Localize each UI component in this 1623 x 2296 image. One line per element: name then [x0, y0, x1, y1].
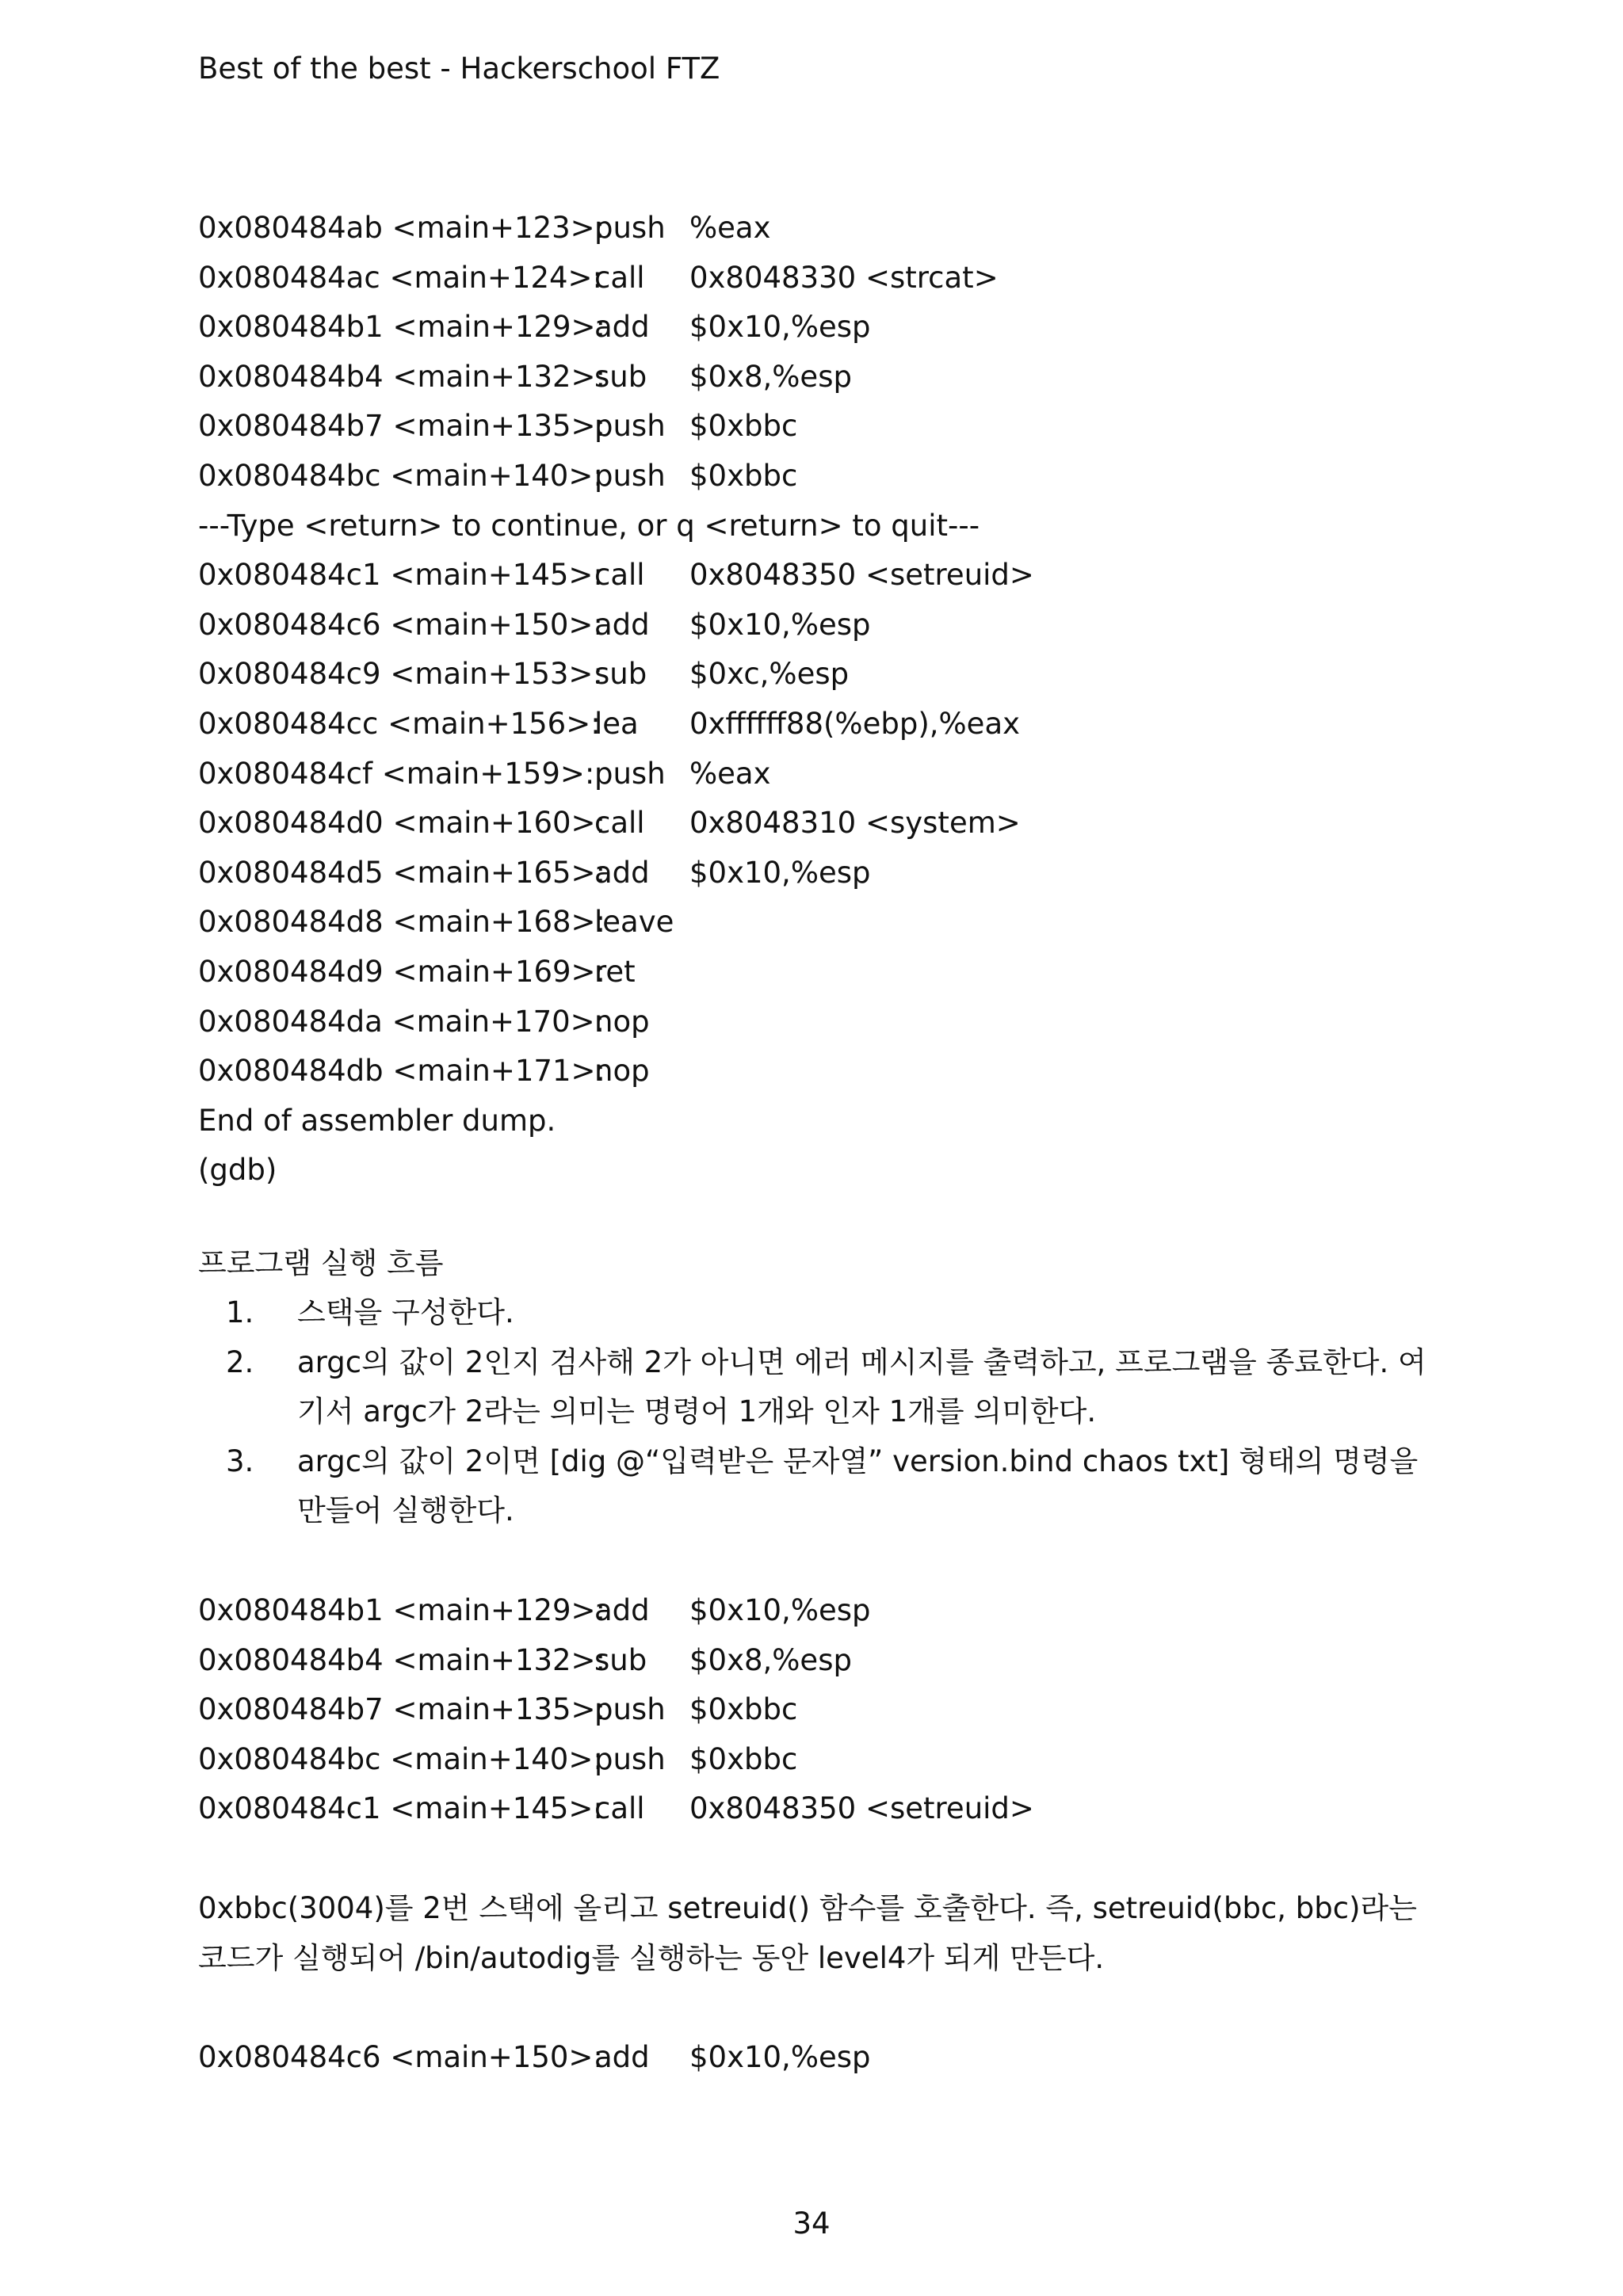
- asm-instr: call: [594, 260, 645, 295]
- flow-step-text: argc의 값이 2인지 검사해 2가 아니면 에러 메시지를 출력하고, 프로그램을 종료한다. 여기서 argc가 2라는 의미는 명령어 1개와 인자 1개를 의미한다.: [297, 1344, 1426, 1429]
- asm-line: [198, 948, 980, 997]
- asm-op: $0x10,%esp: [689, 855, 871, 890]
- asm-instr: push: [594, 1692, 666, 1727]
- asm-instr: add: [594, 2040, 650, 2074]
- page-number: 34: [792, 2206, 831, 2241]
- asm-line: [198, 650, 980, 700]
- asm-line: [198, 700, 1021, 749]
- asm-instr: push: [594, 211, 666, 245]
- asm-addr: 0x080484b1 <main+129>:: [198, 1593, 606, 1627]
- asm-instr: add: [594, 310, 650, 345]
- asm-addr: 0x080484b1 <main+129>:: [198, 310, 606, 345]
- flow-step-number: 3.: [226, 1444, 254, 1478]
- asm-addr: 0x080484c1 <main+145>:: [198, 1791, 603, 1826]
- asm-line: [198, 997, 980, 1047]
- asm-instr: call: [594, 1791, 645, 1826]
- asm-instr: sub: [594, 359, 647, 394]
- flow-step-text: argc의 값이 2이면 [dig @“입력받은 문자열” version.bind chaos txt] 형태의 명령을 만들어 실행한다.: [297, 1444, 1419, 1528]
- asm-instr: add: [594, 855, 650, 890]
- asm-op: 0x8048310 <system>: [689, 806, 1021, 841]
- asm-line: [198, 799, 1021, 849]
- asm-addr: 0x080484b7 <main+135>:: [198, 1692, 606, 1727]
- asm-line: [198, 502, 980, 551]
- asm-op: 0x8048330 <strcat>: [689, 260, 999, 295]
- flow-step: [198, 1437, 1434, 1536]
- asm-op: %eax: [689, 211, 771, 245]
- asm-addr: 0x080484d0 <main+160>:: [198, 806, 606, 841]
- asm-instr: add: [594, 607, 650, 642]
- asm-op: $0xbbc: [689, 1741, 798, 1776]
- asm-addr: 0x080484ac <main+124>:: [198, 260, 602, 295]
- asm-line: [198, 402, 980, 452]
- asm-instr: ret: [594, 954, 636, 989]
- flow-step: [198, 1288, 1434, 1338]
- asm-instr: sub: [594, 657, 647, 692]
- asm-op: $0x8,%esp: [689, 359, 852, 394]
- asm-instr: call: [594, 558, 645, 593]
- flow-step: [198, 1338, 1434, 1437]
- asm-line: [198, 204, 980, 254]
- assembler-dump-1: [198, 204, 1034, 1196]
- asm-op: %eax: [689, 756, 771, 791]
- asm-instr: nop: [594, 1004, 650, 1039]
- asm-line: [198, 452, 980, 502]
- asm-addr: 0x080484cc <main+156>:: [198, 706, 601, 741]
- flow-step-number: 2.: [226, 1344, 254, 1379]
- page-header: Best of the best - Hackerschool FTZ: [198, 51, 720, 86]
- asm-text: End of assembler dump.: [198, 1103, 556, 1138]
- asm-addr: 0x080484d8 <main+168>:: [198, 905, 606, 940]
- asm-line: [198, 254, 999, 303]
- asm-addr: 0x080484c1 <main+145>:: [198, 558, 603, 593]
- asm-line: [198, 1047, 980, 1097]
- asm-addr: 0x080484b4 <main+132>:: [198, 1642, 606, 1677]
- flow-step-text: 스택을 구성한다.: [297, 1295, 514, 1329]
- asm-op: $0xc,%esp: [689, 657, 850, 692]
- asm-op: $0xbbc: [689, 1692, 798, 1727]
- section-title: 프로그램 실행 흐름: [198, 1246, 444, 1280]
- execution-flow-list: [198, 1288, 1434, 1536]
- asm-addr: 0x080484d9 <main+169>:: [198, 954, 606, 989]
- asm-instr: push: [594, 1741, 666, 1776]
- asm-instr: push: [594, 458, 666, 493]
- asm-addr: 0x080484bc <main+140>:: [198, 458, 603, 493]
- asm-addr: 0x080484b4 <main+132>:: [198, 359, 606, 394]
- asm-op: $0x10,%esp: [689, 607, 871, 642]
- asm-op: $0xbbc: [689, 458, 798, 493]
- asm-addr: 0x080484b7 <main+135>:: [198, 409, 606, 444]
- asm-addr: 0x080484c9 <main+153>:: [198, 657, 603, 692]
- asm-text: ---Type <return> to continue, or q <return> to quit---: [198, 508, 980, 543]
- asm-addr: 0x080484c6 <main+150>:: [198, 2040, 603, 2074]
- explanation-paragraph: 0xbbc(3004)를 2번 스택에 올리고 setreuid() 함수를 호출한다. 즉, setreuid(bbc, bbc)라는 코드가 실행되어 /bin/autodig를 실행하는 동안 level4가 되게 만든다.: [198, 1891, 1418, 1975]
- asm-line: [198, 1146, 980, 1196]
- asm-line: [198, 898, 980, 948]
- asm-instr: sub: [594, 1642, 647, 1677]
- asm-op: $0x10,%esp: [689, 2040, 871, 2074]
- asm-line: [198, 1097, 980, 1146]
- asm-op: 0x8048350 <setreuid>: [689, 558, 1034, 593]
- asm-instr: add: [594, 1593, 650, 1627]
- asm-addr: 0x080484cf <main+159>:: [198, 756, 595, 791]
- asm-line: [198, 303, 980, 353]
- asm-op: $0x10,%esp: [689, 1593, 871, 1627]
- asm-addr: 0x080484c6 <main+150>:: [198, 607, 603, 642]
- asm-line: [198, 749, 980, 799]
- asm-op: $0x8,%esp: [689, 1642, 852, 1677]
- asm-line: [198, 551, 1034, 601]
- asm-addr: 0x080484ab <main+123>:: [198, 211, 605, 245]
- asm-instr: leave: [594, 905, 674, 940]
- asm-instr: lea: [594, 706, 639, 741]
- asm-addr: 0x080484db <main+171>:: [198, 1054, 605, 1089]
- asm-instr: nop: [594, 1054, 650, 1089]
- asm-text: (gdb): [198, 1153, 277, 1188]
- asm-instr: push: [594, 409, 666, 444]
- asm-line: [198, 353, 980, 402]
- asm-addr: 0x080484da <main+170>:: [198, 1004, 605, 1039]
- asm-addr: 0x080484bc <main+140>:: [198, 1741, 603, 1776]
- asm-line: [198, 601, 980, 650]
- asm-instr: push: [594, 756, 666, 791]
- asm-op: 0xffffff88(%ebp),%eax: [689, 706, 1021, 741]
- asm-line: [198, 849, 980, 898]
- asm-addr: 0x080484d5 <main+165>:: [198, 855, 606, 890]
- asm-op: 0x8048350 <setreuid>: [689, 1791, 1034, 1826]
- asm-op: $0x10,%esp: [689, 310, 871, 345]
- asm-op: $0xbbc: [689, 409, 798, 444]
- flow-step-number: 1.: [226, 1295, 254, 1329]
- asm-instr: call: [594, 806, 645, 841]
